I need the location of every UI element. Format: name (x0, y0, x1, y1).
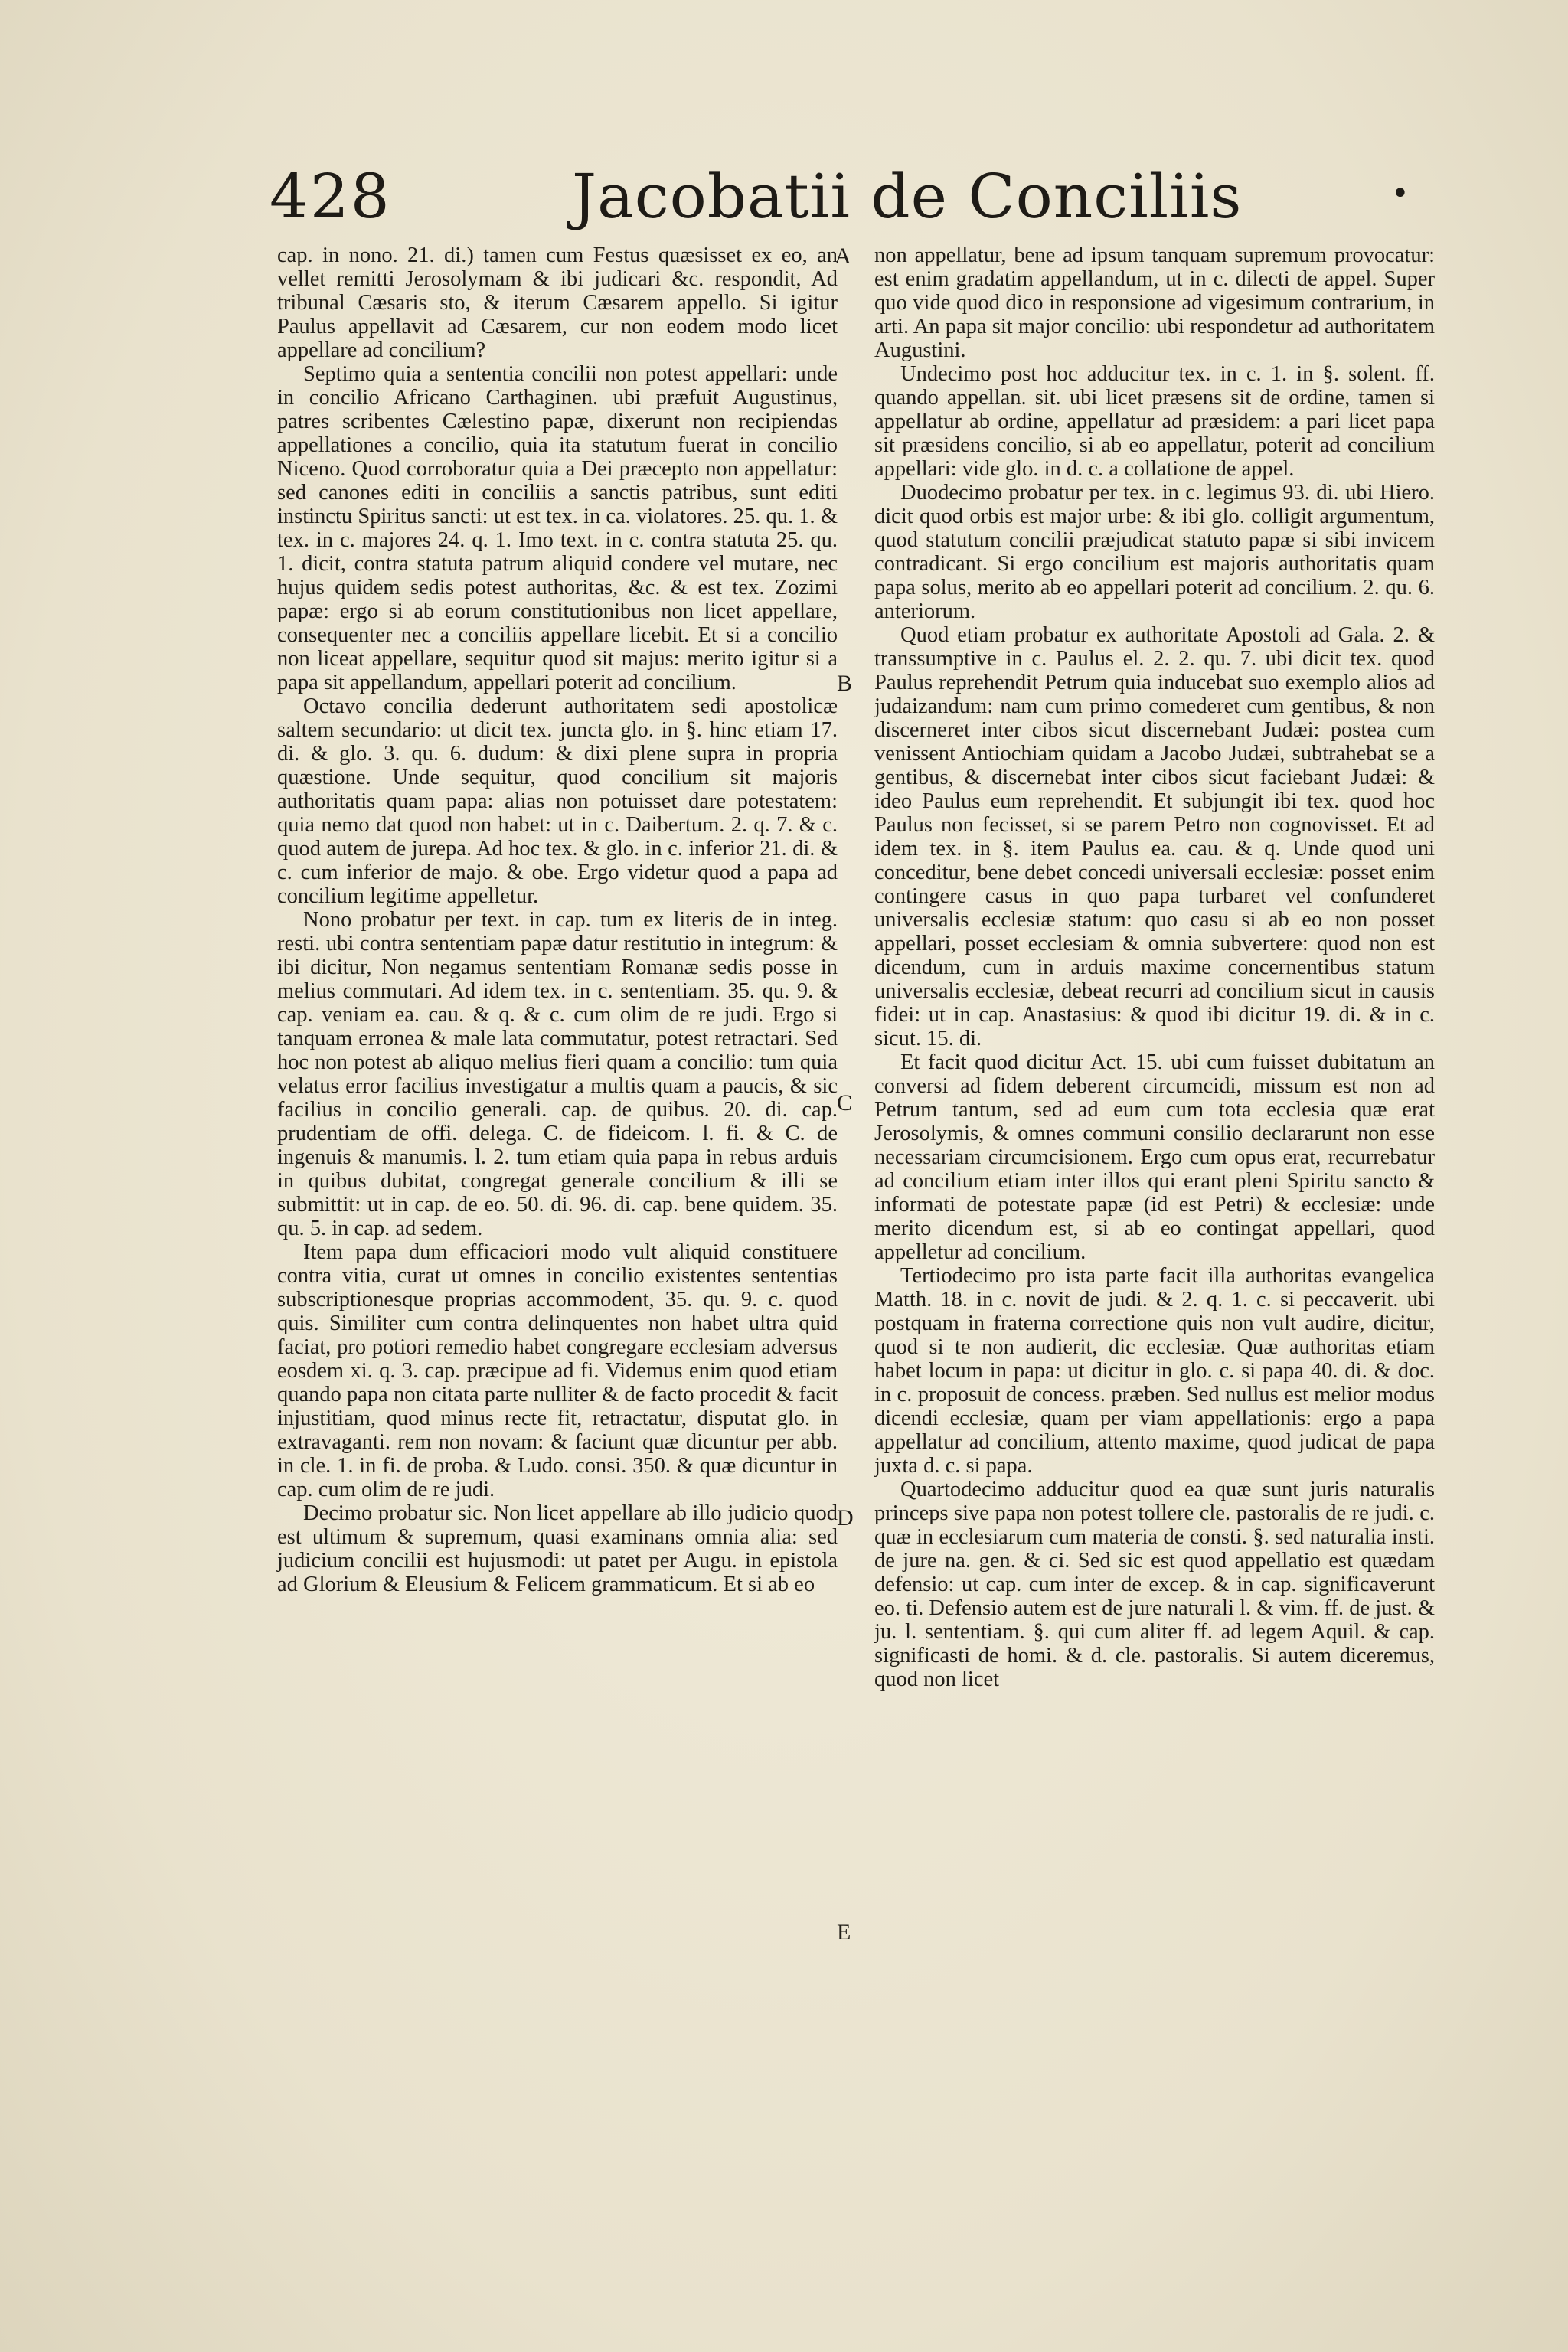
paragraph: Decimo probatur sic. Non licet appellare ab illo judicio quod est ultimum & supremum, quasi examinans omnia alia: sed judicium concilii est hujusmodi: ut patet per Augu. in epistola ad Glorium & Eleusium & Felicem grammaticum. Et si ab eo (277, 1501, 838, 1596)
paragraph: Quod etiam probatur ex authoritate Apostoli ad Gala. 2. & transsumptive in c. Paulus el. 2. 2. qu. 7. ubi dicit tex. quod Paulus reprehendit Petrum quia inducebat suo exemplo alios ad judaizandum: nam cum primo comederet cum gentibus, & non discerneret inter cibos sicut discernebant Judæi: postea cum venissent Antiochiam quidam a Jacobo Judæi, subtrahebat se a gentibus, & discernebat inter cibos sicut faciebant Judæi: & ideo Paulus eum reprehendit. Et subjungit ibi tex. quod hoc Paulus non fecisset, si se parem Petro non cognovisset. Et ad idem tex. in §. item Paulus ea. cau. & q. Unde quod uni conceditur, bene debet concedi universali ecclesiæ: posset enim contingere casus in quo papa turbaret vel confunderet universalis ecclesiæ statum: quo casu si ab eo non posset appellari, posset ecclesiam & omnia subvertere: quod non est dicendum, cum in arduis maxime concernentibus statum universalis ecclesiæ, debeat recurri ad concilium sicut in causis fidei: ut in cap. Anastasius: & quod ibi dicitur 19. di. & in c. sicut. 15. di. (874, 623, 1435, 1050)
paragraph: Quartodecimo adducitur quod ea quæ sunt juris naturalis princeps sive papa non potest tollere cle. pastoralis de re judi. c. quæ in ecclesiarum cum materia de consti. §. sed naturalia insti. de jure na. gen. & ci. Sed sic est quod appellatio est quædam defensio: ut cap. cum inter de excep. & in cap. significaverunt eo. ti. Defensio autem est de jure naturali l. & vim. ff. de just. & ju. l. sententiam. §. qui cum aliter ff. ad legem Aquil. & cap. significasti de homi. & d. cle. pastoralis. Si autem diceremus, quod non licet (874, 1478, 1435, 1691)
paragraph: Et facit quod dicitur Act. 15. ubi cum fuisset dubitatum an conversi ad fidem deberent circumcidi, missum est non ad Petrum tantum, sed ad eum cum tota ecclesia quæ erat Jerosolymis, & omnes communi consilio declararunt non esse necessariam circumcisionem. Ergo cum opus erat, recurrebatur ad concilium etiam inter illos qui erant pleni Spiritu sancto & informati de potestate papæ (id est Petri) & ecclesiæ: unde merito dicendum est, si ab eo contingat appellari, quod appelletur ad concilium. (874, 1050, 1435, 1264)
margin-marker-a: A (835, 243, 851, 269)
margin-marker-d: D (837, 1505, 854, 1530)
left-text-column (277, 243, 838, 1596)
margin-marker-e: E (837, 1919, 851, 1945)
page-number: 428 (270, 161, 391, 232)
paragraph: Septimo quia a sententia concilii non potest appellari: unde in concilio Africano Carthaginen. ubi præfuit Augustinus, patres scribentes Cælestino papæ, dixerunt non recipiendas appellationes a concilio, quia ita statutum fuerat in concilio Niceno. Quod corroboratur quia a Dei præcepto non appellatur: sed canones editi in conciliis a sanctis patribus, sunt editi instinctu Spiritus sancti: ut est tex. in ca. violatores. 25. qu. 1. & tex. in c. majores 24. q. 1. Imo text. in c. contra statuta 25. qu. 1. dicit, contra statuta patrum aliquid condere vel mutare, nec hujus quidem sedis potest authoritas, &c. & est tex. Zozimi papæ: ergo si ab eorum constitutionibus non licet appellare, consequenter nec a conciliis appellare licebit. Et si a concilio non liceat appellare, sequitur quod sit majus: merito igitur si a papa sit appellandum, appellari poterit ad concilium. (277, 362, 838, 694)
paragraph: Duodecimo probatur per tex. in c. legimus 93. di. ubi Hiero. dicit quod orbis est major urbe: & ibi glo. colligit argumentum, quod statutum concilii præjudicat statuto papæ si sibi invicem contradicant. Si ergo concilium est majoris authoritatis quam papa solus, merito ab eo appellari poterit ad concilium. 2. qu. 6. anteriorum. (874, 481, 1435, 623)
header-ornament-dot: • (1391, 176, 1410, 211)
paragraph: cap. in nono. 21. di.) tamen cum Festus quæsisset ex eo, an vellet remitti Jerosolymam & ibi judicari &c. respondit, Ad tribunal Cæsaris sto, & iterum Cæsarem appello. Si igitur Paulus appellavit ad Cæsarem, cur non eodem modo licet appellare ad concilium? (277, 243, 838, 362)
margin-marker-c: C (837, 1090, 853, 1116)
paragraph: Octavo concilia dederunt authoritatem sedi apostolicæ saltem secundario: ut dicit tex. juncta glo. in §. hinc etiam 17. di. & glo. 3. qu. 6. dudum: & dixi plene supra in propria quæstione. Unde sequitur, quod concilium sit majoris authoritatis quam papa: alias non potuisset dare potestatem: quia nemo dat quod non habet: ut in c. Daibertum. 2. q. 7. & c. quod autem de jurepa. Ad hoc tex. & glo. in c. inferior 21. di. & c. cum inferior de majo. & obe. Ergo videtur quod a papa ad concilium legitime appelletur. (277, 694, 838, 908)
paragraph: Nono probatur per text. in cap. tum ex literis de in integ. resti. ubi contra sententiam papæ datur restitutio in integrum: & ibi dicitur, Non negamus sententiam Romanæ sedis posse in melius commutari. Ad idem tex. in c. sententiam. 35. qu. 9. & cap. veniam ea. cau. & q. & c. cum olim de re judi. Ergo si tanquam erronea & male lata commutatur, potest retractari. Sed hoc non potest ab aliquo melius fieri quam a concilio: tum quia velatus error facilius investigatur a multis quam a paucis, & sic facilius in concilio generali. cap. de quibus. 20. di. cap. prudentiam de offi. delega. C. de fideicom. l. fi. & C. de ingenuis & manumis. l. 2. tum etiam quia papa in rebus arduis in quibus dubitat, congregat generale concilium & illi se submittit: ut in cap. de eo. 50. di. 96. di. cap. bene quidem. 35. qu. 5. in cap. ad sedem. (277, 908, 838, 1240)
margin-marker-b: B (837, 671, 853, 696)
right-text-column (874, 243, 1435, 1691)
running-title: Jacobatii de Conciliis (572, 161, 1243, 232)
paragraph: Undecimo post hoc adducitur tex. in c. 1. in §. solent. ff. quando appellan. sit. ubi licet præsens sit de ordine, tamen si appellatur ab ordine, appellatur ad præsidem: a pari licet papa sit præsidens concilio, si ab eo appellatur, poterit ad concilium appellari: vide glo. in d. c. a collatione de appel. (874, 362, 1435, 481)
page-header (270, 161, 1433, 245)
paragraph: non appellatur, bene ad ipsum tanquam supremum provocatur: est enim gradatim appellandum, ut in c. dilecti de appel. Super quo vide quod dico in responsione ad vigesimum contrarium, in arti. An papa sit major concilio: ubi respondetur ad authoritatem Augustini. (874, 243, 1435, 362)
paragraph: Item papa dum efficaciori modo vult aliquid constituere contra vitia, curat ut omnes in concilio existentes sententias subscriptionesque proprias accommodent, 35. qu. 9. c. quod quis. Similiter cum contra delinquentes non habet ultra quid faciat, pro potiori remedio habet congregare ecclesiam adversus eosdem xi. q. 3. cap. præcipue ad fi. Videmus enim quod etiam quando papa non citata parte nulliter & de facto procedit & facit injustitiam, quod minus recte fit, retractatur, disputat glo. in extravaganti. rem non novam: & faciunt quæ dicuntur per abb. in cle. 1. in fi. de proba. & Ludo. consi. 350. & quæ dicuntur in cap. cum olim de re judi. (277, 1240, 838, 1501)
paragraph: Tertiodecimo pro ista parte facit illa authoritas evangelica Matth. 18. in c. novit de judi. & 2. q. 1. c. si peccaverit. ubi postquam in fraterna correctione quis non vult audire, dicitur, quod si te non audierit, dic ecclesiæ. Quæ authoritas etiam habet locum in papa: ut dicitur in glo. c. si papa 40. di. & doc. in c. proposuit de concess. præben. Sed nullus est melior modus dicendi ecclesiæ, quam per viam appellationis: ergo a papa appellatur ad concilium, attento maxime, quod judicat de papa juxta d. c. si papa. (874, 1264, 1435, 1478)
